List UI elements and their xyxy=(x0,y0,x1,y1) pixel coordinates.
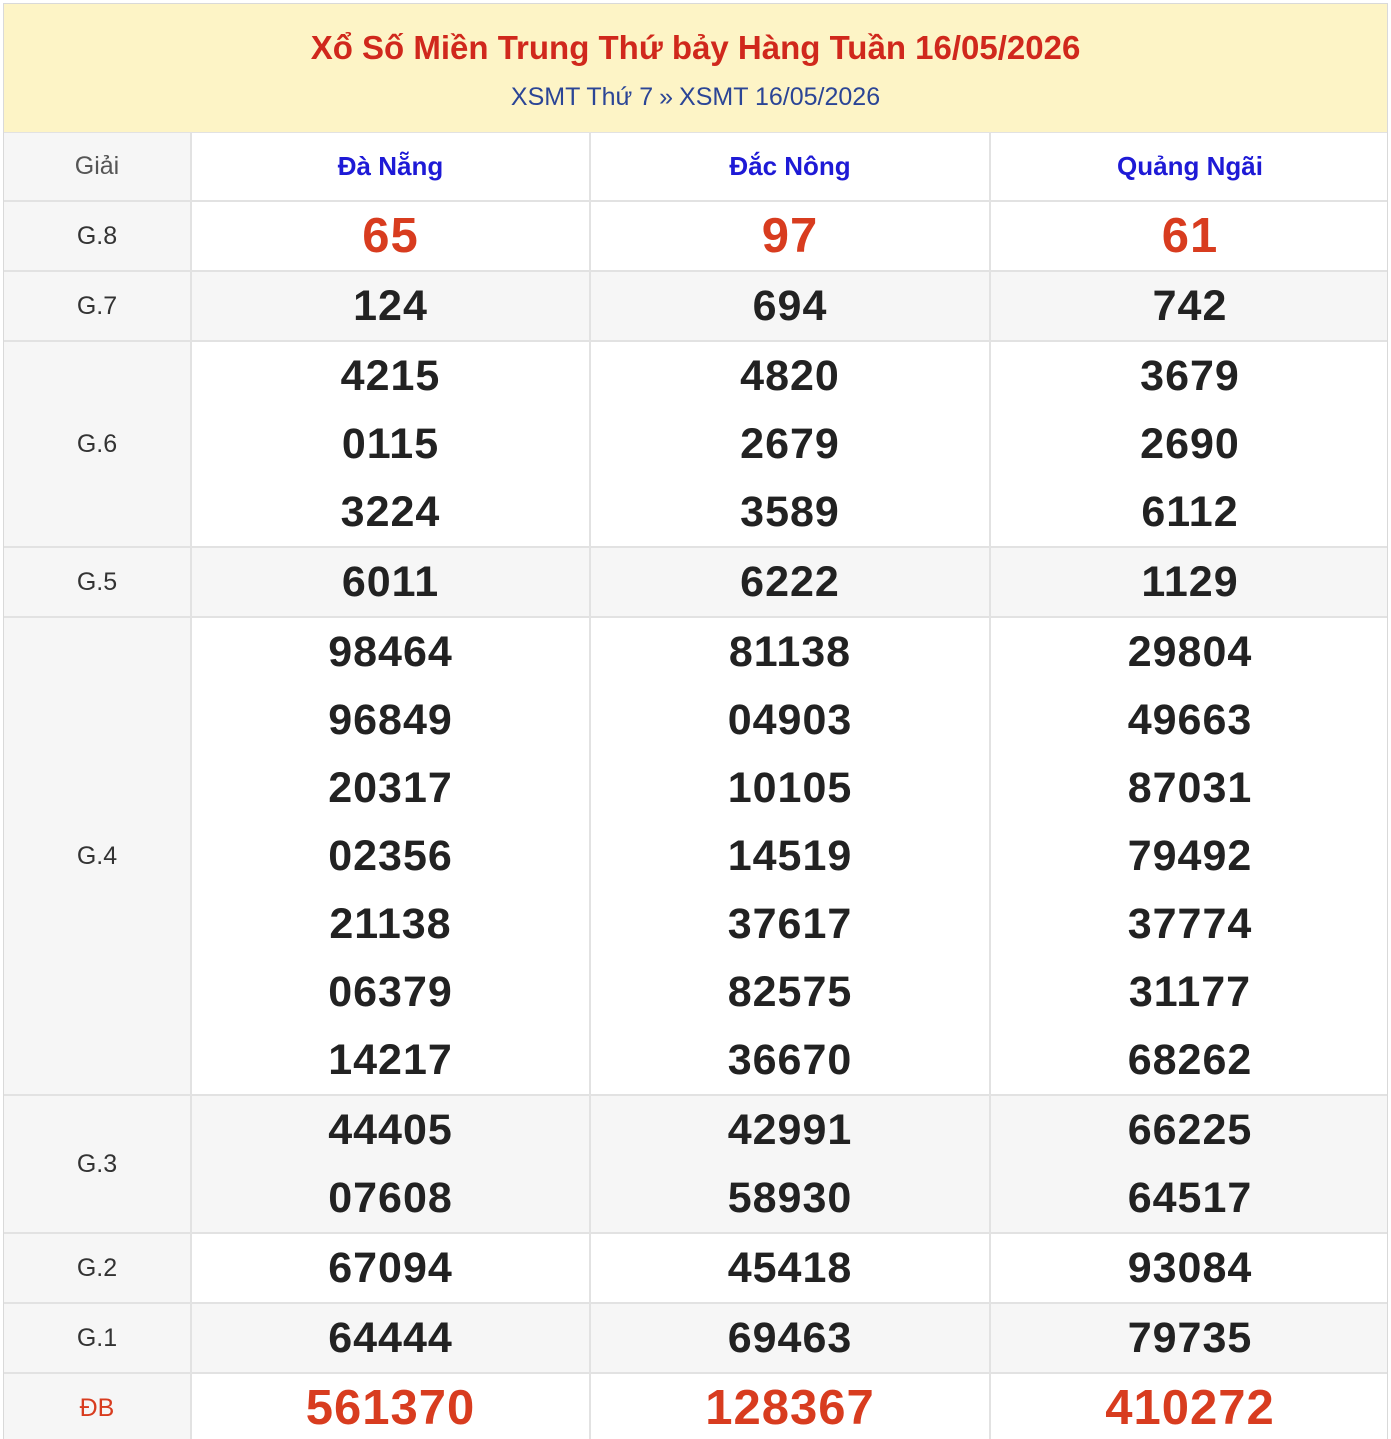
prize-cell xyxy=(990,1373,1388,1439)
prize-number: 561370 xyxy=(305,1381,476,1435)
prize-number: 64517 xyxy=(1127,1174,1253,1222)
prize-label: G.1 xyxy=(4,1303,191,1373)
prize-number: 79735 xyxy=(1127,1314,1253,1362)
prize-number: 6112 xyxy=(1141,488,1239,536)
prize-label: ĐB xyxy=(4,1373,191,1439)
prize-number: 31177 xyxy=(1128,968,1252,1016)
prize-number: 98464 xyxy=(328,628,453,676)
prize-number: 694 xyxy=(752,282,828,330)
prize-number: 4820 xyxy=(740,352,840,400)
prize-cell xyxy=(191,617,590,1095)
prize-cell xyxy=(590,547,990,617)
prize-number: 3224 xyxy=(340,488,441,536)
prize-number: 0115 xyxy=(341,420,440,468)
prize-row xyxy=(4,617,1388,1095)
prize-label: G.6 xyxy=(4,341,191,547)
prize-number: 67094 xyxy=(328,1244,453,1292)
giai-column-header: Giải xyxy=(4,133,191,201)
prize-number: 2690 xyxy=(1140,420,1240,468)
prize-cell xyxy=(990,1303,1388,1373)
prize-row xyxy=(4,1095,1388,1233)
prize-label: G.5 xyxy=(4,547,191,617)
prize-number: 06379 xyxy=(328,968,453,1016)
prize-row xyxy=(4,547,1388,617)
prize-cell xyxy=(590,201,990,271)
prize-number: 97 xyxy=(761,209,819,263)
breadcrumb xyxy=(4,82,1387,112)
prize-number: 64444 xyxy=(328,1314,453,1362)
prize-number: 10105 xyxy=(727,764,853,812)
prize-number: 20317 xyxy=(328,764,453,812)
prize-cell xyxy=(590,1373,990,1439)
prize-row xyxy=(4,201,1388,271)
prize-number: 4215 xyxy=(340,352,441,400)
prize-row xyxy=(4,341,1388,547)
breadcrumb-link-date[interactable]: XSMT 16/05/2026 xyxy=(679,83,881,111)
prize-cell xyxy=(590,271,990,341)
prize-label: G.4 xyxy=(4,617,191,1095)
prize-label: G.3 xyxy=(4,1095,191,1233)
breadcrumb-link-weekday[interactable]: XSMT Thứ 7 xyxy=(510,83,654,111)
prize-cell xyxy=(191,271,590,341)
prize-row xyxy=(4,1233,1388,1303)
results-header xyxy=(4,4,1387,133)
prize-label: G.8 xyxy=(4,201,191,271)
prize-number: 07608 xyxy=(328,1174,453,1222)
prize-number: 14519 xyxy=(727,832,853,880)
prize-cell xyxy=(990,341,1388,547)
prize-number: 04903 xyxy=(727,696,853,744)
prize-number: 93084 xyxy=(1127,1244,1253,1292)
prize-number: 79492 xyxy=(1127,832,1253,880)
prize-number: 128367 xyxy=(705,1381,875,1435)
prize-number: 69463 xyxy=(727,1314,853,1362)
prize-cell xyxy=(590,617,990,1095)
prize-number: 36670 xyxy=(727,1036,853,1084)
prize-row xyxy=(4,1373,1388,1439)
prize-cell xyxy=(990,1095,1388,1233)
prize-row xyxy=(4,1303,1388,1373)
province-header[interactable]: Đắc Nông xyxy=(590,133,990,201)
prize-number: 02356 xyxy=(328,832,453,880)
prize-number: 44405 xyxy=(328,1106,453,1154)
results-table xyxy=(4,133,1388,1439)
prize-number: 742 xyxy=(1152,282,1228,330)
prize-number: 3679 xyxy=(1140,352,1240,400)
prize-number: 6222 xyxy=(740,558,840,606)
prize-label: G.7 xyxy=(4,271,191,341)
prize-number: 87031 xyxy=(1127,764,1253,812)
prize-number: 65 xyxy=(362,209,419,263)
prize-number: 410272 xyxy=(1105,1381,1275,1435)
prize-cell xyxy=(191,547,590,617)
prize-number: 61 xyxy=(1161,209,1219,263)
prize-number: 29804 xyxy=(1127,628,1253,676)
prize-number: 82575 xyxy=(727,968,853,1016)
page-title: Xổ Số Miền Trung Thứ bảy Hàng Tuần 16/05/2026 xyxy=(310,29,1081,66)
prize-cell xyxy=(191,201,590,271)
prize-cell xyxy=(590,1233,990,1303)
province-header[interactable]: Đà Nẵng xyxy=(191,133,590,201)
prize-cell xyxy=(191,1233,590,1303)
prize-row xyxy=(4,271,1388,341)
province-header[interactable]: Quảng Ngãi xyxy=(990,133,1388,201)
prize-cell xyxy=(191,341,590,547)
prize-number: 37774 xyxy=(1127,900,1253,948)
prize-number: 124 xyxy=(353,282,428,330)
prize-number: 68262 xyxy=(1127,1036,1253,1084)
prize-number: 6011 xyxy=(341,558,440,606)
prize-number: 14217 xyxy=(328,1036,453,1084)
prize-cell xyxy=(990,271,1388,341)
prize-number: 66225 xyxy=(1127,1106,1253,1154)
prize-number: 96849 xyxy=(328,696,453,744)
prize-cell xyxy=(590,1095,990,1233)
prize-number: 3589 xyxy=(740,488,840,536)
prize-label: G.2 xyxy=(4,1233,191,1303)
prize-cell xyxy=(990,201,1388,271)
prize-cell xyxy=(990,1233,1388,1303)
prize-cell xyxy=(191,1373,590,1439)
prize-number: 1129 xyxy=(1141,558,1239,606)
prize-cell xyxy=(990,547,1388,617)
prize-number: 21138 xyxy=(329,900,452,948)
prize-cell xyxy=(590,341,990,547)
prize-cell xyxy=(191,1303,590,1373)
breadcrumb-separator: » xyxy=(659,83,674,111)
prize-cell xyxy=(590,1303,990,1373)
prize-number: 45418 xyxy=(727,1244,853,1292)
prize-number: 81138 xyxy=(728,628,852,676)
prize-number: 58930 xyxy=(727,1174,853,1222)
prize-number: 2679 xyxy=(740,420,840,468)
prize-number: 49663 xyxy=(1127,696,1253,744)
prize-cell xyxy=(990,617,1388,1095)
results-panel xyxy=(3,3,1388,1439)
prize-number: 42991 xyxy=(727,1106,853,1154)
prize-cell xyxy=(191,1095,590,1233)
prize-number: 37617 xyxy=(727,900,853,948)
table-header-row xyxy=(4,133,1388,201)
